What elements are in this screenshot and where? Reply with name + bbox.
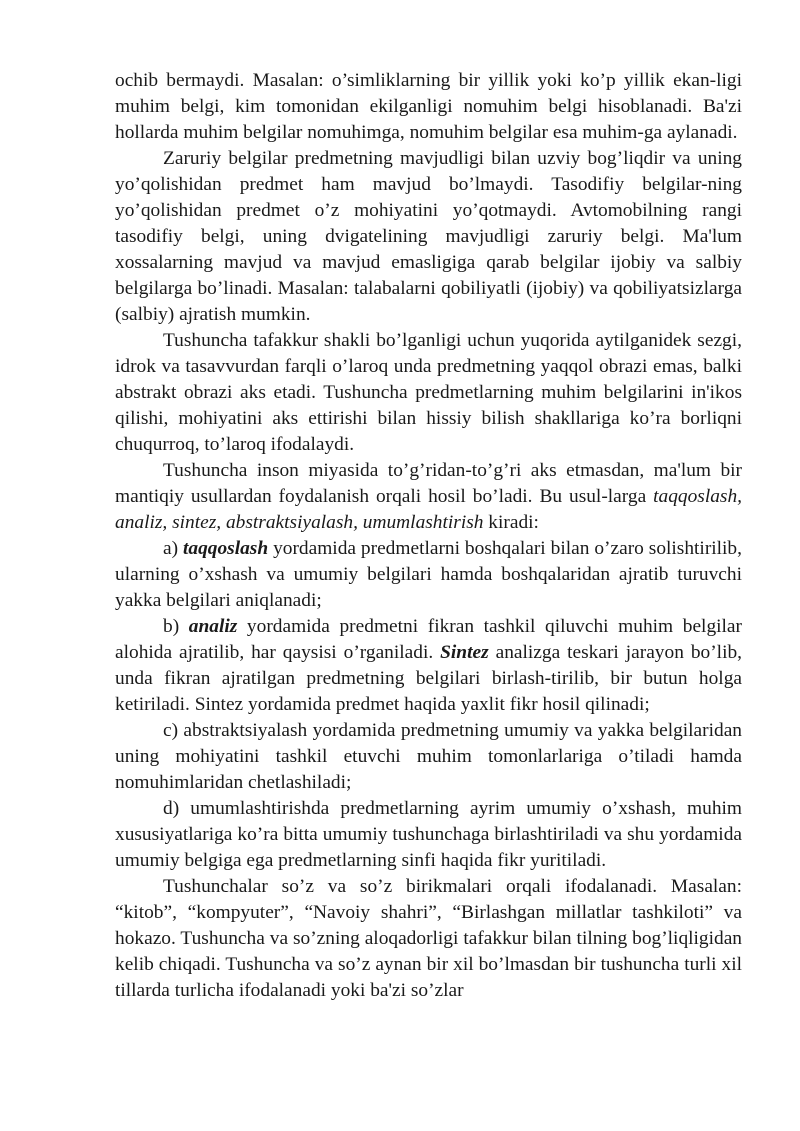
body-paragraph — [115, 146, 742, 328]
text-run: b) — [163, 616, 189, 637]
body-paragraph — [115, 328, 742, 458]
text-run: c) abstraktsiyalash yordamida predmetning umumiy va yakka belgilaridan uning mohiyatini tashkil etuvchi muhim tomonlarlariga o’tiladi hamda nomuhimlaridan chetlashiladi; — [115, 720, 742, 793]
text-run: Tushuncha tafakkur shakli bo’lganligi uchun yuqorida aytilganidek sezgi, idrok va tasavvurdan farqli o’laroq unda predmetning yaqqol obrazi emas, balki abstrakt obrazi aks etadi. Tushuncha predmetlarning muhim belgilarini in'ikos qilishi, mohiyatini aks ettirishi bilan hissiy bilish shakllariga ko’ra borliqni chuqurroq, to’laroq ifodalaydi. — [115, 330, 742, 455]
text-run: Tushuncha inson miyasida to’g’ridan-to’g’ri aks etmasdan, ma'lum bir mantiqiy usullardan foydalanish orqali hosil bo’ladi. Bu usul-larga — [115, 460, 742, 507]
body-paragraph — [115, 536, 742, 614]
text-run: ochib bermaydi. Masalan: o’simliklarning bir yillik yoki ko’p yillik ekan-ligi muhim belgi, kim tomonidan ekilganligi nomuhim belgi hisoblanadi. Ba'zi hollarda muhim belgilar nomuhimga, nomuhim belgilar esa muhim-ga aylanadi. — [115, 70, 742, 143]
body-paragraph — [115, 718, 742, 796]
body-paragraph — [115, 874, 742, 1004]
bold-italic-term: Sintez — [440, 642, 489, 663]
body-paragraph — [115, 458, 742, 536]
body-paragraph — [115, 68, 742, 146]
text-run: yordamida predmetlarni boshqalari bilan o’zaro solishtirilib, ularning o’xshash va umumiy belgilari hamda boshqalaridan ajratib turuvchi yakka belgilari aniqlanadi; — [115, 538, 742, 611]
bold-italic-term: analiz — [188, 616, 238, 637]
text-run: analizga teskari jarayon bo’lib, unda fikran ajratilgan predmetning belgilari birlash-tirilib, bir butun holga ketiriladi. Sintez yordamida predmet haqida yaxlit fikr hosil qilinadi; — [115, 642, 742, 715]
bold-italic-term: taqqoslash — [183, 538, 269, 559]
italic-term: taqqoslash, analiz, sintez, abstraktsiyalash, umumlashtirish — [115, 486, 742, 533]
text-run: kiradi: — [483, 512, 539, 533]
body-paragraph — [115, 796, 742, 874]
text-run: Tushunchalar so’z va so’z birikmalari orqali ifodalanadi. Masalan: “kitob”, “kompyuter”, “Navoiy shahri”, “Birlashgan millatlar tashkiloti” va hokazo. Tushuncha va so’zning aloqadorligi tafakkur bilan tilning bog’liqligidan kelib chiqadi. Tushuncha va so’z aynan bir xil bo’lmasdan bir tushuncha turli xil tillarda turlicha ifodalanadi yoki ba'zi so’zlar — [115, 876, 742, 1001]
text-run: d) umumlashtirishda predmetlarning ayrim umumiy o’xshash, muhim xususiyatlariga ko’ra bitta umumiy tushunchaga birlashtiriladi va shu yordamida umumiy belgiga ega predmetlarning sinfi haqida fikr yuritiladi. — [115, 798, 742, 871]
text-run: yordamida predmetni fikran tashkil qiluvchi muhim belgilar alohida ajratilib, har qaysisi o’rganiladi. — [115, 616, 742, 663]
text-run: Zaruriy belgilar predmetning mavjudligi bilan uzviy bog’liqdir va uning yo’qolishidan predmet ham mavjud bo’lmaydi. Tasodifiy belgilar-ning yo’qolishidan predmet o’z mohiyatini yo’qotmaydi. Avtomobilning rangi tasodifiy belgi, uning dvigatelining mavjudligi zaruriy belgi. Ma'lum xossalarning mavjud va mavjud emasligiga qarab belgilar ijobiy va salbiy belgilarga bo’linadi. Masalan: talabalarni qobiliyatli (ijobiy) va qobiliyatsizlarga (salbiy) ajratish mumkin. — [115, 148, 742, 325]
document-page — [115, 68, 742, 1004]
body-paragraph — [115, 614, 742, 718]
text-run: a) — [163, 538, 183, 559]
